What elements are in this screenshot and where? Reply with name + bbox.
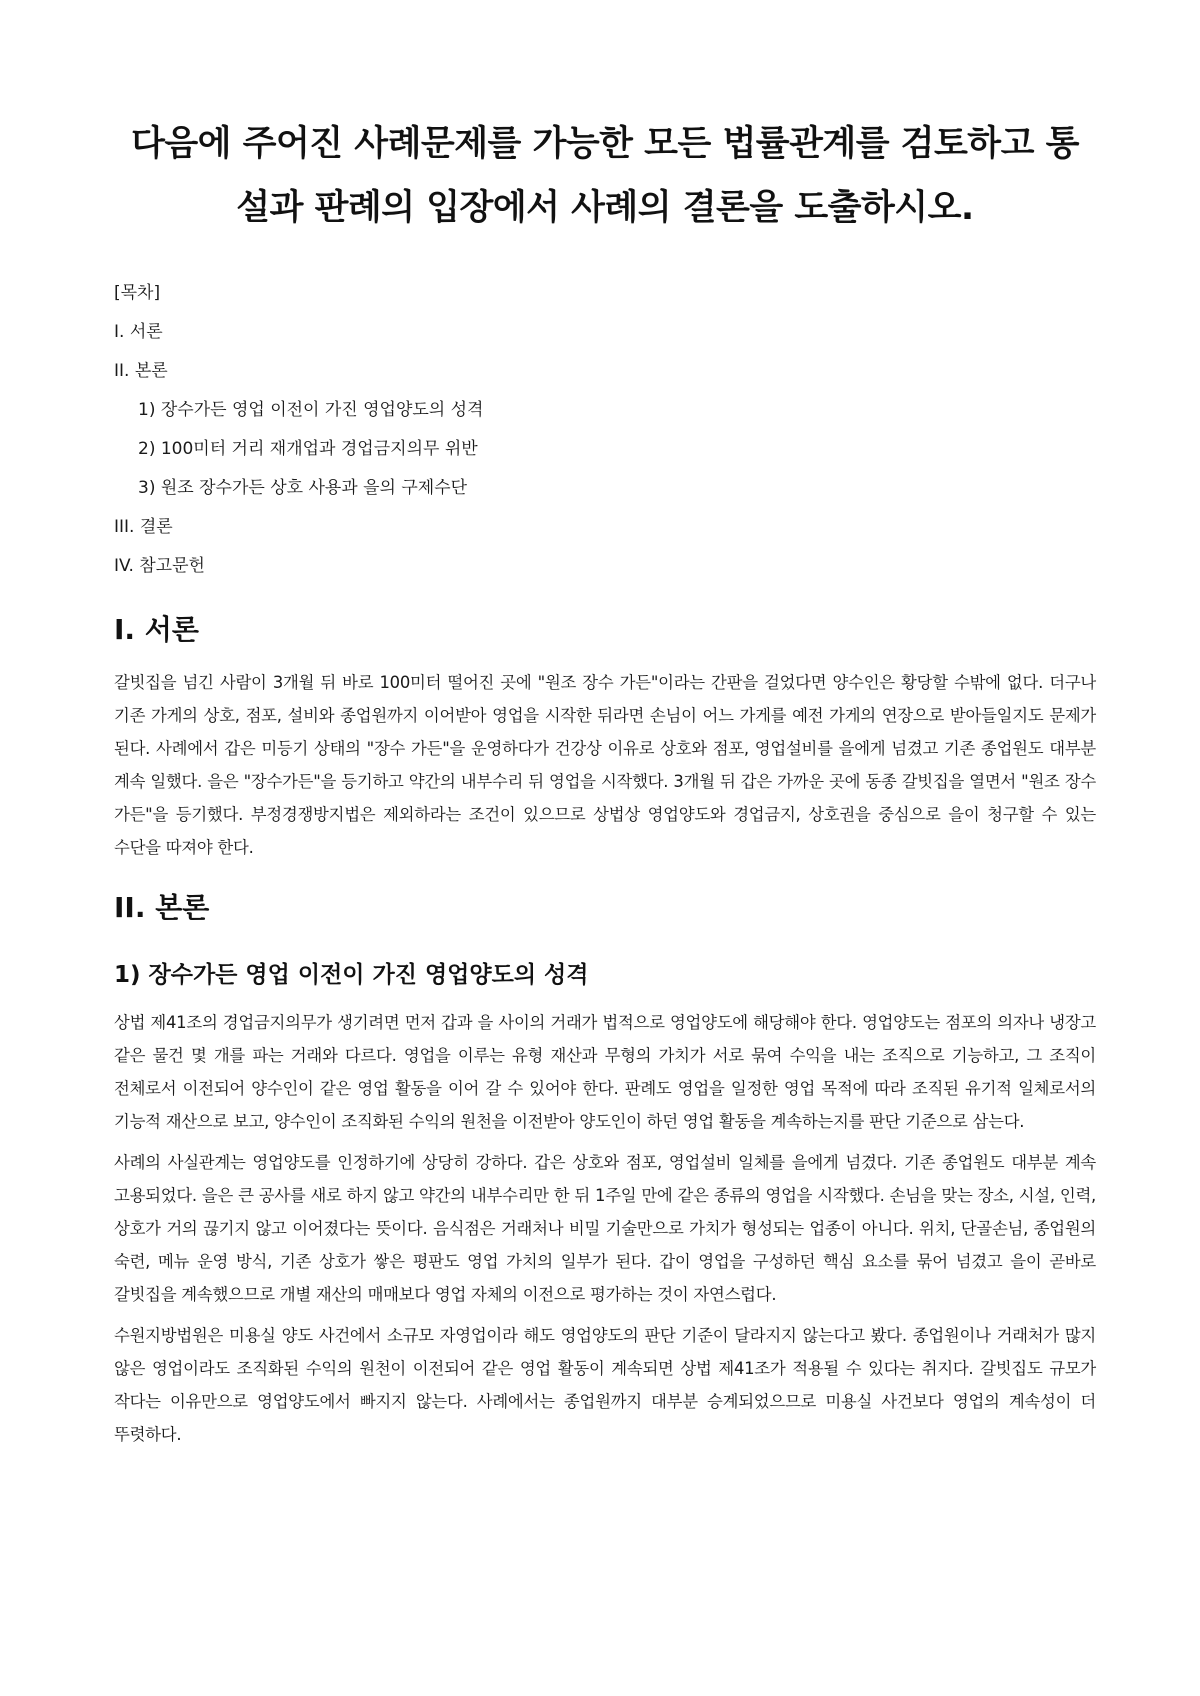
- toc-item-body-2: 2) 100미터 거리 재개업과 경업금지의무 위반: [138, 439, 478, 459]
- body-subsection-1-paragraph-1: 상법 제41조의 경업금지의무가 생기려면 먼저 갑과 을 사이의 거래가 법적으로 영업양도에 해당해야 한다. 영업양도는 점포의 의자나 냉장고 같은 물건 몇 개를 파는 거래와 다르다. 영업을 이루는 유형 재산과 무형의 가치가 서로 묶여 수익을 내는 조직으로 기능하고, 그 조직이 전체로서 이전되어 양수인이 같은 영업 활동을 이어 갈 수 있어야 한다. 판례도 영업을 일정한 영업 목적에 따라 조직된 유기적 일체로서의 기능적 재산으로 보고, 양수인이 조직화된 수익의 원천을 이전받아 양도인이 하던 영업 활동을 계속하는지를 판단 기준으로 삼는다.: [114, 1013, 1096, 1131]
- body-heading: II. 본론: [114, 891, 210, 924]
- title-line-2: 설과 판례의 입장에서 사례의 결론을 도출하시오.: [236, 188, 974, 228]
- toc-item-body-3: 3) 원조 장수가든 상호 사용과 을의 구제수단: [138, 478, 468, 498]
- intro-paragraph: 갈빗집을 넘긴 사람이 3개월 뒤 바로 100미터 떨어진 곳에 "원조 장수 가든"이라는 간판을 걸었다면 양수인은 황당할 수밖에 없다. 더구나 기존 가게의 상호, 점포, 설비와 종업원까지 이어받아 영업을 시작한 뒤라면 손님이 어느 가게를 예전 가게의 연장으로 받아들일지도 문제가 된다. 사례에서 갑은 미등기 상태의 "장수 가든"을 운영하다가 건강상 이유로 상호와 점포, 영업설비를 을에게 넘겼고 기존 종업원도 대부분 계속 일했다. 을은 "장수가든"을 등기하고 약간의 내부수리 뒤 영업을 시작했다. 3개월 뒤 갑은 가까운 곳에 동종 갈빗집을 열면서 "원조 장수 가든"을 등기했다. 부정경쟁방지법은 제외하라는 조건이 있으므로 상법상 영업양도와 경업금지, 상호권을 중심으로 을이 청구할 수 있는 수단을 따져야 한다.: [114, 673, 1096, 857]
- toc-item-intro: I. 서론: [114, 322, 163, 342]
- toc-heading: [목차]: [114, 283, 161, 303]
- table-of-contents: [114, 274, 1096, 586]
- body-subsection-1-paragraph-2: 사례의 사실관계는 영업양도를 인정하기에 상당히 강하다. 갑은 상호와 점포, 영업설비 일체를 을에게 넘겼다. 기존 종업원도 대부분 계속 고용되었다. 을은 큰 공사를 새로 하지 않고 약간의 내부수리만 한 뒤 1주일 만에 같은 종류의 영업을 시작했다. 손님을 맞는 장소, 시설, 인력, 상호가 거의 끊기지 않고 이어졌다는 뜻이다. 음식점은 거래처나 비밀 기술만으로 가치가 형성되는 업종이 아니다. 위치, 단골손님, 종업원의 숙련, 메뉴 운영 방식, 기존 상호가 쌓은 평판도 영업 가치의 일부가 된다. 갑이 영업을 구성하던 핵심 요소를 묶어 넘겼고 을이 곧바로 갈빗집을 계속했으므로 개별 재산의 매매보다 영업 자체의 이전으로 평가하는 것이 자연스럽다.: [114, 1153, 1096, 1304]
- intro-heading: I. 서론: [114, 613, 199, 646]
- toc-item-references: IV. 참고문헌: [114, 556, 205, 576]
- toc-item-conclusion: III. 결론: [114, 517, 173, 537]
- body-subsection-1-paragraph-3: 수원지방법원은 미용실 양도 사건에서 소규모 자영업이라 해도 영업양도의 판단 기준이 달라지지 않는다고 봤다. 종업원이나 거래처가 많지 않은 영업이라도 조직화된 수익의 원천이 이전되어 같은 영업 활동이 계속되면 상법 제41조가 적용될 수 있다는 취지다. 갈빗집도 규모가 작다는 이유만으로 영업양도에서 빠지지 않는다. 사례에서는 종업원까지 대부분 승계되었으므로 미용실 사건보다 영업의 계속성이 더 뚜렷하다.: [114, 1326, 1096, 1444]
- document-title: [114, 112, 1096, 240]
- toc-item-body-1: 1) 장수가든 영업 이전이 가진 영업양도의 성격: [138, 400, 484, 420]
- toc-item-body: II. 본론: [114, 361, 168, 381]
- title-line-1: 다음에 주어진 사례문제를 가능한 모든 법률관계를 검토하고 통: [131, 124, 1079, 164]
- body-subsection-1-heading: 1) 장수가든 영업 이전이 가진 영업양도의 성격: [114, 962, 589, 988]
